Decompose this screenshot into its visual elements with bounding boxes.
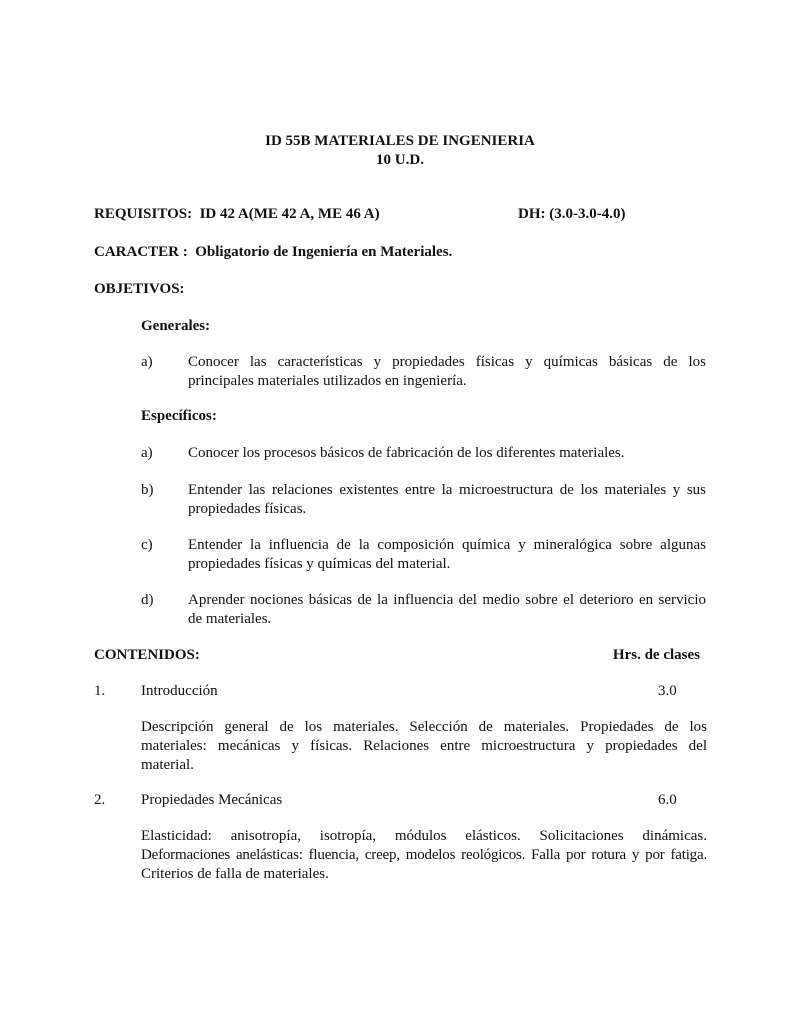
caracter-label: CARACTER : xyxy=(94,244,188,260)
dh-value: DH: (3.0-3.0-4.0) xyxy=(518,206,626,222)
requisitos-value: ID 42 A(ME 42 A, ME 46 A) xyxy=(199,206,380,222)
contenido-desc-1-line2: materiales: mecánicas y físicas. Relaciones entre microestructura y propiedades del xyxy=(141,738,707,754)
especificos-item-d-line1: Aprender nociones básicas de la influencia del medio sobre el deterioro en servicio xyxy=(188,592,706,608)
contenido-hours-1: 3.0 xyxy=(658,683,677,699)
generales-marker-a: a) xyxy=(141,354,153,370)
generales-item-a-line2: principales materiales utilizados en ingeniería. xyxy=(188,373,467,389)
course-units: 10 U.D. xyxy=(376,152,424,168)
especificos-marker-a: a) xyxy=(141,445,153,461)
requisitos-label: REQUISITOS: xyxy=(94,206,193,222)
contenido-title-1: Introducción xyxy=(141,683,218,699)
contenidos-heading: CONTENIDOS: xyxy=(94,647,200,663)
contenido-number-2: 2. xyxy=(94,792,106,808)
generales-item-a-line1: Conocer las características y propiedades físicas y químicas básicas de los xyxy=(188,354,706,370)
contenido-desc-1-line3: material. xyxy=(141,757,194,773)
especificos-item-c-line2: propiedades físicas y químicas del material. xyxy=(188,556,451,572)
caracter-line xyxy=(94,243,452,262)
especificos-item-a-line1: Conocer los procesos básicos de fabricación de los diferentes materiales. xyxy=(188,445,625,461)
especificos-item-b-line1: Entender las relaciones existentes entre la microestructura de los materiales y sus xyxy=(188,482,706,498)
especificos-marker-d: d) xyxy=(141,592,154,608)
contenido-hours-2: 6.0 xyxy=(658,792,677,808)
especificos-marker-b: b) xyxy=(141,482,154,498)
contenido-desc-2-line1: Elasticidad: anisotropía, isotropía, módulos elásticos. Solicitaciones dinámicas. xyxy=(141,828,707,844)
caracter-value: Obligatorio de Ingeniería en Materiales. xyxy=(195,244,453,260)
hours-heading: Hrs. de clases xyxy=(612,647,700,663)
especificos-marker-c: c) xyxy=(141,537,153,553)
generales-heading: Generales: xyxy=(141,318,211,334)
course-title: ID 55B MATERIALES DE INGENIERIA xyxy=(265,133,535,149)
requisitos-line xyxy=(94,205,380,224)
contenido-number-1: 1. xyxy=(94,683,106,699)
contenido-desc-1-line1: Descripción general de los materiales. Selección de materiales. Propiedades de los xyxy=(141,719,707,735)
especificos-item-b-line2: propiedades físicas. xyxy=(188,501,307,517)
contenido-title-2: Propiedades Mecánicas xyxy=(141,792,283,808)
objetivos-heading: OBJETIVOS: xyxy=(94,281,185,297)
contenido-desc-2-line2: Deformaciones anelásticas: fluencia, creep, modelos reológicos. Falla por rotura y por fatiga. xyxy=(141,847,707,863)
especificos-heading: Específicos: xyxy=(141,408,217,424)
especificos-item-c-line1: Entender la influencia de la composición química y mineralógica sobre algunas xyxy=(188,537,706,553)
especificos-item-d-line2: de materiales. xyxy=(188,611,272,627)
contenido-desc-2-line3: Criterios de falla de materiales. xyxy=(141,866,329,882)
